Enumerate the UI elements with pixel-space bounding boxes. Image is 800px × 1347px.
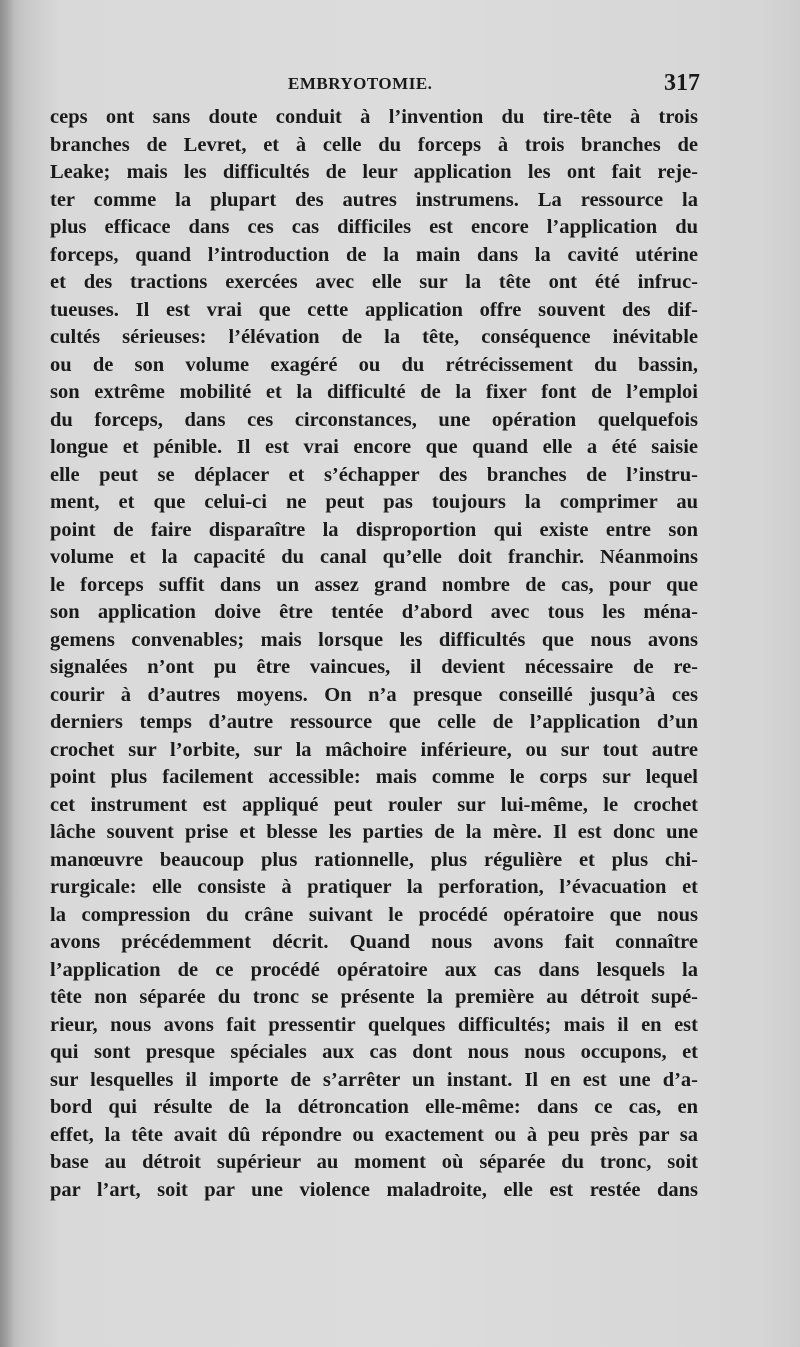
text-line: longue et pénible. Il est vrai encore que quand elle a été saisie xyxy=(50,436,698,458)
text-line: lâche souvent prise et blesse les parties de la mère. Il est donc une xyxy=(50,821,698,843)
text-line: son application doive être tentée d’abord avec tous les ména- xyxy=(50,601,698,623)
text-line: Leake; mais les difficultés de leur application les ont fait reje- xyxy=(50,161,698,183)
text-line: la compression du crâne suivant le procédé opératoire que nous xyxy=(50,903,698,926)
text-line: elle peut se déplacer et s’échapper des branches de l’instru- xyxy=(50,463,698,486)
text-line: point de faire disparaître la disproportion qui existe entre son xyxy=(50,518,698,541)
text-line: signalées n’ont pu être vaincues, il devient nécessaire de re- xyxy=(50,656,698,678)
text-line: bord qui résulte de la détroncation elle-même: dans ce cas, en xyxy=(50,1096,698,1118)
page-number: 317 xyxy=(664,70,700,96)
text-line: qui sont presque spéciales aux cas dont nous nous occupons, et xyxy=(50,1041,698,1063)
text-line: tête non séparée du tronc se présente la première au détroit supé- xyxy=(50,986,698,1008)
text-line: ou de son volume exagéré ou du rétrécissement du bassin, xyxy=(50,353,698,376)
text-line: et des tractions exercées avec elle sur la tête ont été infruc- xyxy=(50,271,698,293)
text-line: effet, la tête avait dû répondre ou exactement ou à peu près par sa xyxy=(50,1123,698,1146)
text-line: avons précédemment décrit. Quand nous avons fait connaître xyxy=(50,931,698,953)
running-head xyxy=(50,70,700,100)
text-line: sur lesquelles il importe de s’arrêter un instant. Il en est une d’a- xyxy=(50,1068,698,1091)
body-text xyxy=(50,104,698,1204)
text-line: ter comme la plupart des autres instrumens. La ressource la xyxy=(50,188,698,211)
text-line: cultés sérieuses: l’élévation de la tête, conséquence inévitable xyxy=(50,326,698,348)
text-line: forceps, quand l’introduction de la main dans la cavité utérine xyxy=(50,243,698,266)
text-line: courir à d’autres moyens. On n’a presque conseillé jusqu’à ces xyxy=(50,683,698,706)
text-line: point plus facilement accessible: mais comme le corps sur lequel xyxy=(50,766,698,788)
text-line: plus efficace dans ces cas difficiles est encore l’application du xyxy=(50,216,698,238)
text-line: rieur, nous avons fait pressentir quelques difficultés; mais il en est xyxy=(50,1013,698,1036)
text-line: rurgicale: elle consiste à pratiquer la perforation, l’évacuation et xyxy=(50,876,698,898)
text-line: son extrême mobilité et la difficulté de la fixer font de l’emploi xyxy=(50,381,698,403)
text-line: crochet sur l’orbite, sur la mâchoire inférieure, ou sur tout autre xyxy=(50,738,698,761)
text-line: derniers temps d’autre ressource que celle de l’application d’un xyxy=(50,711,698,733)
text-line: le forceps suffit dans un assez grand nombre de cas, pour que xyxy=(50,573,698,596)
text-line: base au détroit supérieur au moment où séparée du tronc, soit xyxy=(50,1151,698,1173)
text-line: ceps ont sans doute conduit à l’invention du tire-tête à trois xyxy=(50,106,698,128)
text-line: par l’art, soit par une violence maladroite, elle est restée dans xyxy=(50,1178,698,1201)
text-line: cet instrument est appliqué peut rouler sur lui-même, le crochet xyxy=(50,793,698,816)
text-line: l’application de ce procédé opératoire aux cas dans lesquels la xyxy=(50,958,698,981)
text-line: volume et la capacité du canal qu’elle doit franchir. Néanmoins xyxy=(50,546,698,568)
text-line: du forceps, dans ces circonstances, une opération quelquefois xyxy=(50,408,698,431)
text-line: ment, et que celui-ci ne peut pas toujours la comprimer au xyxy=(50,491,698,513)
text-line: branches de Levret, et à celle du forceps à trois branches de xyxy=(50,133,698,156)
text-line: gemens convenables; mais lorsque les difficultés que nous avons xyxy=(50,628,698,651)
running-title: EMBRYOTOMIE. xyxy=(288,74,433,93)
text-line: tueuses. Il est vrai que cette application offre souvent des dif- xyxy=(50,298,698,321)
text-line: manœuvre beaucoup plus rationnelle, plus régulière et plus chi- xyxy=(50,848,698,871)
